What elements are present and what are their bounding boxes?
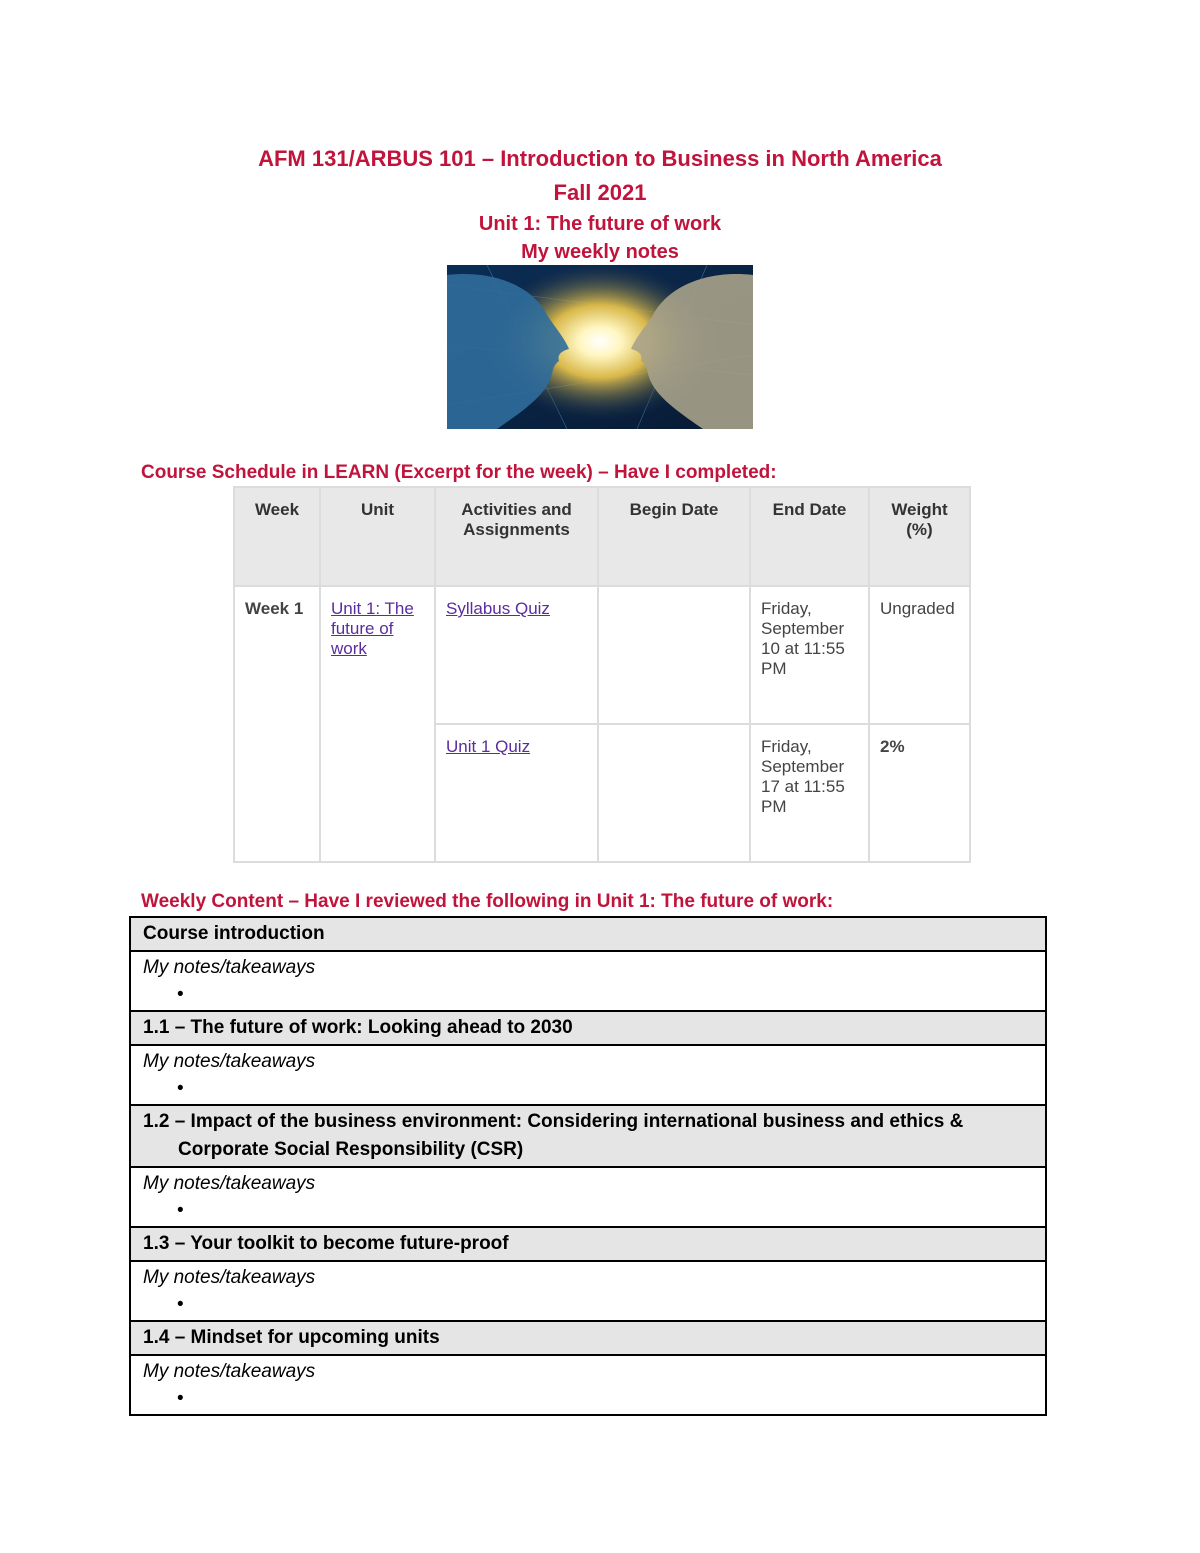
week-cell: Week 1: [234, 586, 320, 862]
term-label: Fall 2021: [553, 180, 647, 205]
col-week: Week: [234, 487, 320, 586]
content-item-header: [130, 1321, 1046, 1355]
schedule-table: [233, 486, 971, 863]
activity-cell: [435, 586, 598, 724]
content-item-title: 1.3 – Your toolkit to become future-proof: [130, 1227, 1046, 1261]
end-date-cell: Friday, September 10 at 11:55 PM: [750, 586, 869, 724]
end-date-cell: Friday, September 17 at 11:55 PM: [750, 724, 869, 862]
begin-date-cell: [598, 586, 750, 724]
hero-image: [447, 265, 753, 429]
table-row: [234, 586, 970, 724]
weekly-content-heading: Weekly Content – Have I reviewed the following in Unit 1: The future of work:: [141, 891, 834, 912]
content-item-title: 1.2 – Impact of the business environment: Considering international business and ethics & Corporate Social Responsibility (CSR): [143, 1111, 964, 1160]
content-item-title: 1.1 – The future of work: Looking ahead to 2030: [130, 1011, 1046, 1045]
unit-cell: [320, 586, 435, 862]
document-title-block: [0, 142, 1200, 266]
notes-row: [130, 1167, 1046, 1227]
notes-row: [130, 1355, 1046, 1415]
notes-label: My notes/takeaways: [143, 1051, 316, 1072]
notes-label: My notes/takeaways: [143, 957, 316, 978]
unit-title: Unit 1: The future of work: [478, 213, 722, 235]
col-end-date: End Date: [750, 487, 869, 586]
schedule-header-row: [234, 487, 970, 586]
bullet-point[interactable]: •: [177, 984, 184, 1005]
col-begin-date: Begin Date: [598, 487, 750, 586]
col-activities: Activities and Assignments: [435, 487, 598, 586]
notes-row: [130, 951, 1046, 1011]
course-title: AFM 131/ARBUS 101 – Introduction to Business in North America: [258, 146, 942, 171]
content-item-header: [130, 917, 1046, 951]
unit-link[interactable]: Unit 1: The future of work: [331, 599, 414, 658]
notes-label: My notes/takeaways: [143, 1361, 316, 1382]
col-unit: Unit: [320, 487, 435, 586]
col-weight: Weight (%): [869, 487, 970, 586]
activity-cell: [435, 724, 598, 862]
bullet-point[interactable]: •: [177, 1200, 184, 1221]
syllabus-quiz-link[interactable]: Syllabus Quiz: [446, 599, 550, 618]
schedule-heading: Course Schedule in LEARN (Excerpt for the week) – Have I completed:: [141, 462, 777, 483]
weight-cell: Ungraded: [869, 586, 970, 724]
content-item-header: [130, 1227, 1046, 1261]
begin-date-cell: [598, 724, 750, 862]
weekly-notes-subtitle: My weekly notes: [521, 241, 679, 263]
content-item-header: [130, 1105, 1046, 1167]
notes-row: [130, 1261, 1046, 1321]
notes-row: [130, 1045, 1046, 1105]
content-item-title: 1.4 – Mindset for upcoming units: [130, 1321, 1046, 1355]
bullet-point[interactable]: •: [177, 1294, 184, 1315]
weight-cell: 2%: [869, 724, 970, 862]
bullet-point[interactable]: •: [177, 1388, 184, 1409]
notes-label: My notes/takeaways: [143, 1267, 316, 1288]
unit-1-quiz-link[interactable]: Unit 1 Quiz: [446, 737, 531, 756]
bullet-point[interactable]: •: [177, 1078, 184, 1099]
notes-label: My notes/takeaways: [143, 1173, 316, 1194]
weekly-content-table: [129, 916, 1047, 1416]
content-item-header: [130, 1011, 1046, 1045]
content-item-title: Course introduction: [130, 917, 1046, 951]
